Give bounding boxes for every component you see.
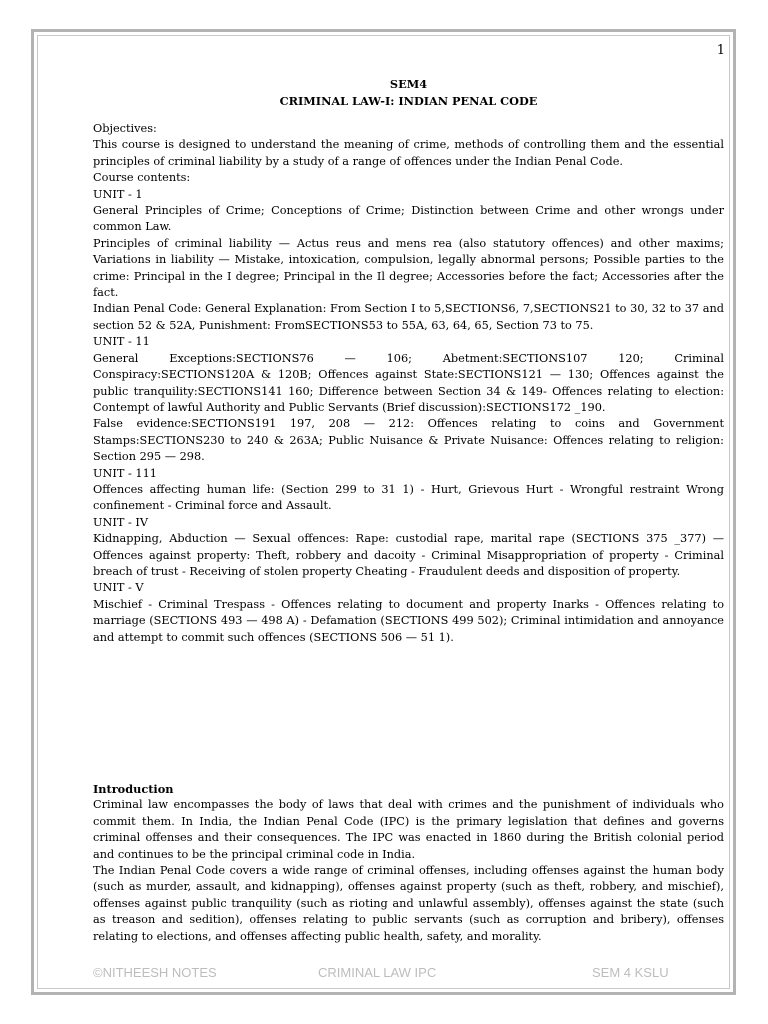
- unit-2-para-1: General Exceptions:SECTIONS76 — 106; Abetment:SECTIONS107 120; Criminal Conspiracy:SECTIONS120A & 120B; Offences against State:SECTIONS121 — 130; Offences against the public tranquility:SECTIONS141 160; Difference between Section 34 & 149- Offences relating to election: Contempt of lawful Authority and Public Servants (Brief discussion):SECTIONS172 _190.: [93, 351, 724, 414]
- unit-1-para-1: General Principles of Crime; Conceptions of Crime; Distinction between Crime and other wrongs under common Law.: [93, 204, 724, 234]
- objectives-heading: Objectives:: [93, 122, 157, 135]
- introduction-heading: Introduction: [93, 782, 174, 796]
- unit-1-para-2: Principles of criminal liability — Actus reus and mens rea (also statutory offences) and other maxims; Variations in liability — Mistake, intoxication, compulsion, legally abnormal persons; Possible parties to the crime: Principal in the I degree; Principal in the Il degree; Accessories before the fact; Accessories after the fact.: [93, 236, 724, 300]
- unit-4-heading: UNIT - IV: [93, 515, 149, 529]
- unit-2-para-2: False evidence:SECTIONS191 197, 208 — 212: Offences relating to coins and Government Stamps:SECTIONS230 to 240 & 263A; Public Nuisance & Private Nuisance: Offences relating to religion: Section 295 — 298.: [93, 417, 724, 464]
- unit-3-heading: UNIT - 111: [93, 466, 157, 480]
- semester-label: SEM4: [389, 77, 428, 91]
- objectives-text: This course is designed to understand the meaning of crime, methods of controlling them and the essential principles of criminal liability by a study of a range of offences under the Indian Penal Code.: [93, 138, 724, 168]
- introduction-para-2: The Indian Penal Code covers a wide range of criminal offenses, including offenses against the human body (such as murder, assault, and kidnapping), offenses against property (such as theft, robbery, and mischief), offenses against public tranquility (such as rioting and unlawful assembly), offenses against the state (such as treason and sedition), offenses relating to public servants (such as corruption and bribery), offenses relating to elections, and offenses affecting public health, safety, and morality.: [93, 864, 724, 943]
- introduction-para-1: Criminal law encompasses the body of laws that deal with crimes and the punishment of individuals who commit them. In India, the Indian Penal Code (IPC) is the primary legislation that defines and governs criminal offenses and their consequences. The IPC was enacted in 1860 during the British colonial period and continues to be the principal criminal code in India.: [93, 798, 724, 861]
- unit-2-heading: UNIT - 11: [93, 335, 150, 349]
- page-number: 1: [716, 43, 725, 58]
- introduction-section: [93, 781, 724, 945]
- document-header: [93, 76, 724, 110]
- unit-1-para-3: Indian Penal Code: General Explanation: From Section I to 5,SECTIONS6, 7,SECTIONS21 to 30, 32 to 37 and section 52 & 52A, Punishment: FromSECTIONS53 to 55A, 63, 64, 65, Section 73 to 75.: [93, 302, 724, 332]
- unit-4-para-1: Kidnapping, Abduction — Sexual offences: Rape: custodial rape, marital rape (SECTIONS 375 _377) — Offences against property: Theft, robbery and dacoity - Criminal Misappropriation of property - Criminal breach of trust - Receiving of stolen property Cheating - Fraudulent deeds and disposition of property.: [93, 532, 724, 578]
- footer-copyright: ©NITHEESH NOTES: [93, 965, 217, 980]
- syllabus-body: [93, 121, 724, 646]
- unit-3-para-1: Offences affecting human life: (Section 299 to 31 1) - Hurt, Grievous Hurt - Wrongful restraint Wrong confinement - Criminal force and Assault.: [93, 482, 724, 513]
- course-title: CRIMINAL LAW-I: INDIAN PENAL CODE: [279, 94, 538, 108]
- footer-semester: SEM 4 KSLU: [592, 965, 669, 980]
- unit-5-para-1: Mischief - Criminal Trespass - Offences relating to document and property Inarks - Offences relating to marriage (SECTIONS 493 — 498 A) - Defamation (SECTIONS 499 502); Criminal intimidation and annoyance and attempt to commit such offences (SECTIONS 506 — 51 1).: [93, 597, 724, 644]
- unit-5-heading: UNIT - V: [93, 581, 144, 595]
- unit-1-heading: UNIT - 1: [93, 187, 143, 201]
- course-contents-heading: Course contents:: [93, 171, 191, 185]
- syllabus-section: [93, 76, 724, 646]
- footer-subject: CRIMINAL LAW IPC: [318, 965, 437, 980]
